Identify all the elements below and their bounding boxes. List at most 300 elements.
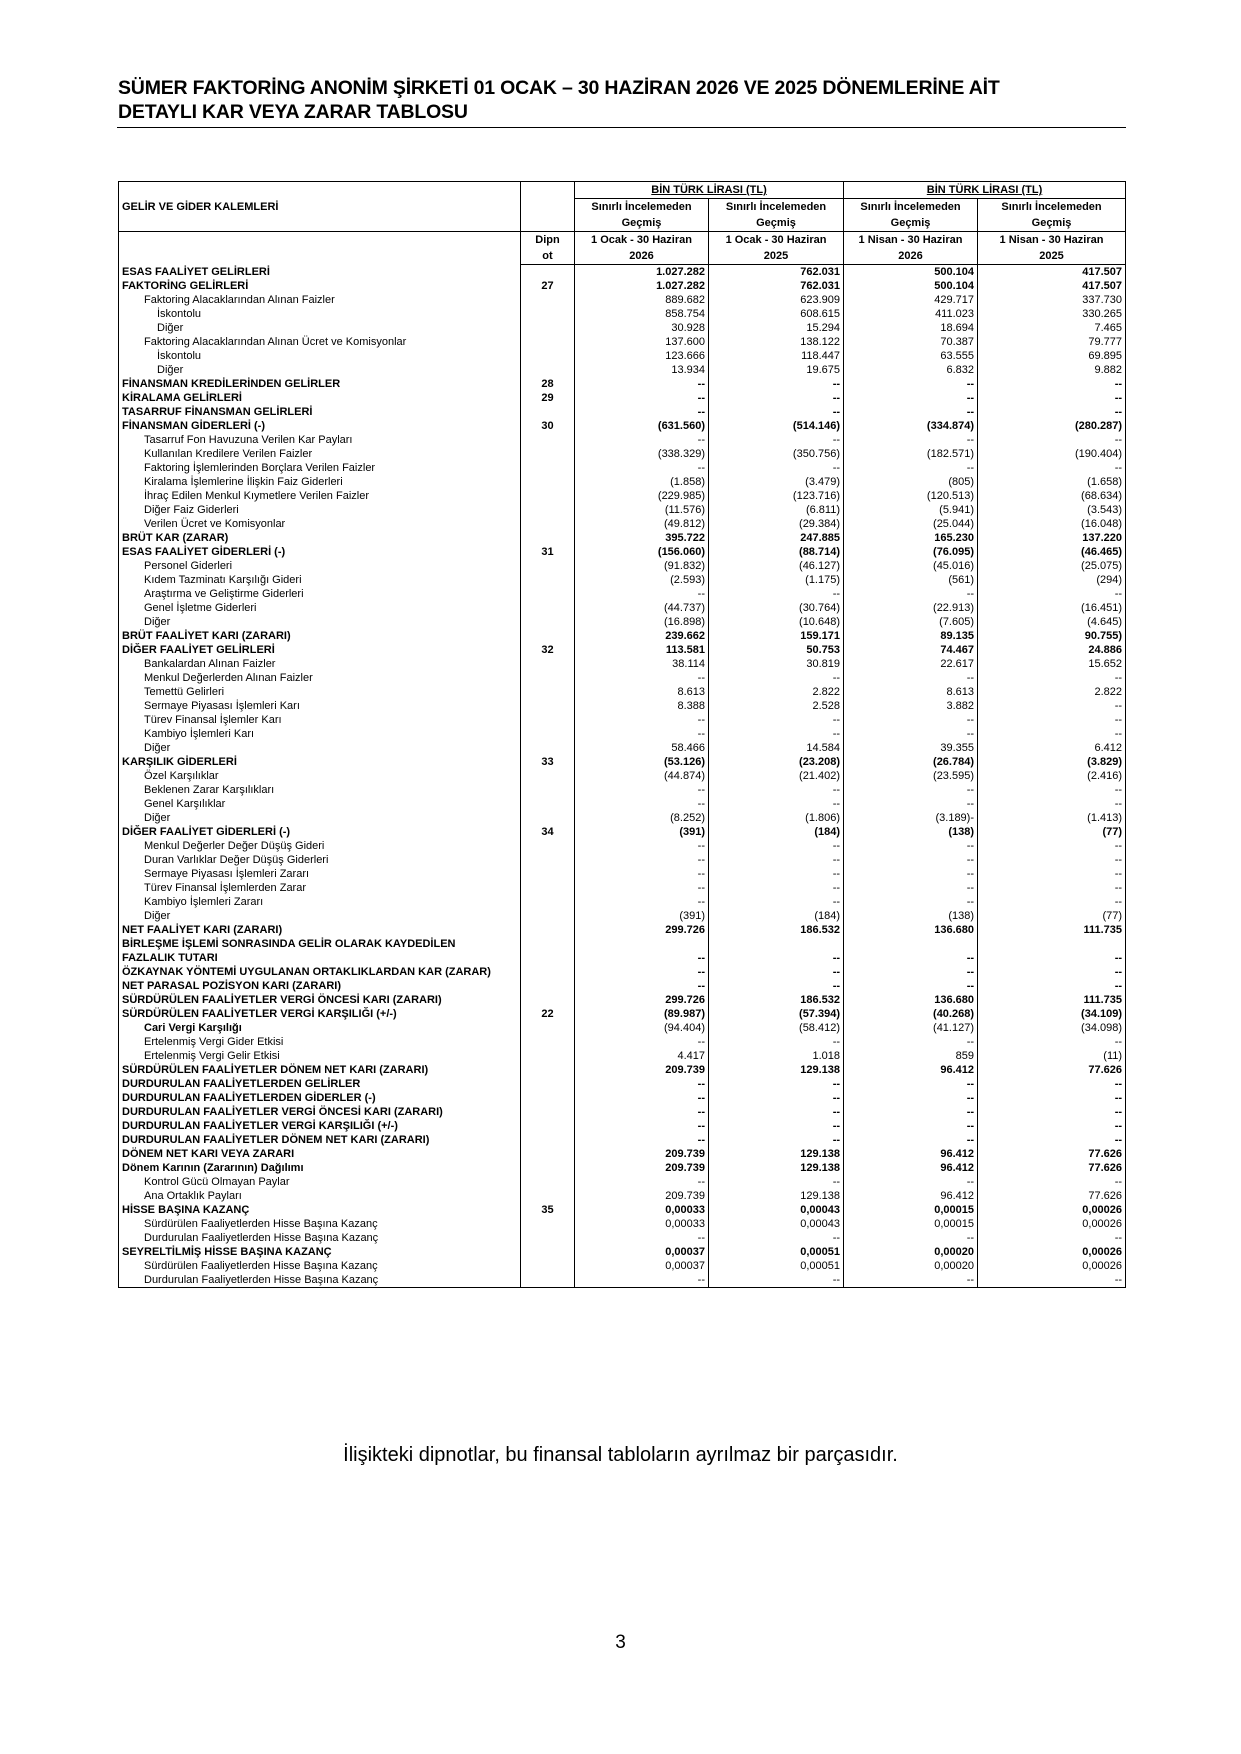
row-label — [119, 349, 521, 363]
row-value-col-2: 129.138 — [709, 1189, 844, 1203]
row-label-text: BİRLEŞME İŞLEMİ SONRASINDA GELİR OLARAK KAYDEDİLEN — [122, 938, 456, 950]
row-value-col-1: 113.581 — [575, 643, 709, 657]
row-value-col-3: 6.832 — [844, 363, 978, 377]
period-header-3: 1 Nisan - 30 Haziran — [844, 232, 978, 249]
row-value-col-3: 96.412 — [844, 1147, 978, 1161]
passed-header-4: Geçmiş — [978, 215, 1126, 232]
row-label-text: İhraç Edilen Menkul Kıymetlere Verilen Faizler — [144, 490, 369, 502]
row-value-col-1: 299.726 — [575, 923, 709, 937]
row-value-col-1: 8.613 — [575, 685, 709, 699]
row-value-col-2: (57.394) — [709, 1007, 844, 1021]
row-value-col-2: 0,00043 — [709, 1203, 844, 1217]
table-row — [119, 783, 1126, 797]
row-note-ref — [521, 489, 575, 503]
row-label-text: Diğer — [144, 910, 171, 922]
row-value-col-2: (58.412) — [709, 1021, 844, 1035]
row-label — [119, 741, 521, 755]
row-value-col-4: -- — [978, 1273, 1126, 1288]
row-note-ref — [521, 853, 575, 867]
row-value-col-1: -- — [575, 783, 709, 797]
table-row — [119, 895, 1126, 909]
row-label — [119, 699, 521, 713]
table-row — [119, 349, 1126, 363]
row-label — [119, 853, 521, 867]
row-value-col-3: -- — [844, 1231, 978, 1245]
table-row — [119, 629, 1126, 643]
row-value-col-3: -- — [844, 853, 978, 867]
row-value-col-1: -- — [575, 1133, 709, 1147]
row-value-col-1: 13.934 — [575, 363, 709, 377]
row-value-col-4: (11) — [978, 1049, 1126, 1063]
row-value-col-3: -- — [844, 979, 978, 993]
row-note-ref: 27 — [521, 279, 575, 293]
row-label — [119, 517, 521, 531]
row-value-col-4: -- — [978, 979, 1126, 993]
row-value-col-1: -- — [575, 433, 709, 447]
row-label-text: ESAS FAALİYET GİDERLERİ (-) — [122, 546, 286, 558]
row-value-col-4: -- — [978, 713, 1126, 727]
row-value-col-1: 38.114 — [575, 657, 709, 671]
row-label-text: Verilen Ücret ve Komisyonlar — [144, 518, 286, 530]
row-value-col-4: (4.645) — [978, 615, 1126, 629]
row-value-col-4: -- — [978, 839, 1126, 853]
row-label — [119, 601, 521, 615]
row-value-col-2: 118.447 — [709, 349, 844, 363]
row-value-col-3: 8.613 — [844, 685, 978, 699]
row-note-ref — [521, 699, 575, 713]
row-value-col-3: (182.571) — [844, 447, 978, 461]
table-row — [119, 965, 1126, 979]
row-value-col-4: -- — [978, 727, 1126, 741]
row-value-col-4: -- — [978, 391, 1126, 405]
row-value-col-3: 22.617 — [844, 657, 978, 671]
row-value-col-4: 0,00026 — [978, 1217, 1126, 1231]
row-value-col-2: -- — [709, 727, 844, 741]
row-value-col-3: -- — [844, 867, 978, 881]
row-value-col-2: (184) — [709, 825, 844, 839]
row-value-col-4: (46.465) — [978, 545, 1126, 559]
footnote-statement: İlişikteki dipnotlar, bu finansal tabloların ayrılmaz bir parçasıdır. — [343, 1444, 898, 1466]
table-row — [119, 1119, 1126, 1133]
row-value-col-1: -- — [575, 1035, 709, 1049]
row-value-col-4: 0,00026 — [978, 1203, 1126, 1217]
row-value-col-4: -- — [978, 1091, 1126, 1105]
row-note-ref — [521, 867, 575, 881]
row-value-col-3: 500.104 — [844, 279, 978, 293]
row-value-col-3: 0,00015 — [844, 1217, 978, 1231]
row-label — [119, 1035, 521, 1049]
row-value-col-1: (49.812) — [575, 517, 709, 531]
table-row — [119, 307, 1126, 321]
row-value-col-3: (22.913) — [844, 601, 978, 615]
table-row — [119, 1231, 1126, 1245]
row-label — [119, 769, 521, 783]
row-note-ref — [521, 1217, 575, 1231]
year-header-4: 2025 — [978, 248, 1126, 265]
row-note-ref — [521, 741, 575, 755]
row-value-col-4: 417.507 — [978, 265, 1126, 280]
row-label — [119, 1161, 521, 1175]
row-label-text: DİĞER FAALİYET GİDERLERİ (-) — [122, 826, 291, 838]
row-label-text: SEYRELTİLMİŞ HİSSE BAŞINA KAZANÇ — [122, 1246, 332, 1258]
row-note-ref — [521, 1133, 575, 1147]
row-value-col-2: -- — [709, 965, 844, 979]
table-row — [119, 1273, 1126, 1288]
row-value-col-1: -- — [575, 979, 709, 993]
row-label-text: İskontolu — [157, 350, 202, 362]
row-note-ref — [521, 559, 575, 573]
row-label — [119, 391, 521, 405]
row-note-ref — [521, 671, 575, 685]
row-value-col-3: -- — [844, 1175, 978, 1189]
row-value-col-1: -- — [575, 797, 709, 811]
row-value-col-2: 1.018 — [709, 1049, 844, 1063]
row-note-ref — [521, 1035, 575, 1049]
row-value-col-2: -- — [709, 1273, 844, 1288]
row-value-col-3: 500.104 — [844, 265, 978, 280]
row-value-col-1: -- — [575, 671, 709, 685]
table-row — [119, 937, 1126, 965]
row-value-col-2: -- — [709, 671, 844, 685]
row-note-ref — [521, 1077, 575, 1091]
row-value-col-4: (77) — [978, 825, 1126, 839]
row-value-col-2: -- — [709, 1231, 844, 1245]
row-value-col-1: 1.027.282 — [575, 265, 709, 280]
table-row — [119, 1063, 1126, 1077]
row-note-ref — [521, 1105, 575, 1119]
row-note-ref — [521, 1091, 575, 1105]
table-row — [119, 265, 1126, 280]
row-value-col-2: (23.208) — [709, 755, 844, 769]
row-value-col-3: (25.044) — [844, 517, 978, 531]
row-note-ref — [521, 727, 575, 741]
row-value-col-4: -- — [978, 1077, 1126, 1091]
row-value-col-2: (350.756) — [709, 447, 844, 461]
table-row — [119, 419, 1126, 433]
row-note-ref: 28 — [521, 377, 575, 391]
items-column-blank — [119, 232, 521, 265]
row-value-col-2: 138.122 — [709, 335, 844, 349]
row-label-text: Menkul Değerlerden Alınan Faizler — [144, 672, 313, 684]
row-value-col-3: 89.135 — [844, 629, 978, 643]
table-row — [119, 531, 1126, 545]
row-value-col-4: -- — [978, 587, 1126, 601]
row-value-col-4: -- — [978, 1231, 1126, 1245]
row-label-text: Durdurulan Faaliyetlerden Hisse Başına Kazanç — [144, 1274, 379, 1286]
row-label-text: Sürdürülen Faaliyetlerden Hisse Başına Kazanç — [144, 1260, 378, 1272]
row-note-ref — [521, 1119, 575, 1133]
row-value-col-2: (29.384) — [709, 517, 844, 531]
row-label — [119, 1119, 521, 1133]
row-note-ref — [521, 1049, 575, 1063]
row-label-text: Ertelenmiş Vergi Gider Etkisi — [144, 1036, 284, 1048]
row-value-col-1: (94.404) — [575, 1021, 709, 1035]
row-label-text: DURDURULAN FAALİYETLERDEN GELİRLER — [122, 1078, 361, 1090]
row-value-col-2: -- — [709, 937, 844, 965]
row-note-ref — [521, 335, 575, 349]
row-value-col-1: 58.466 — [575, 741, 709, 755]
row-value-col-3: -- — [844, 1119, 978, 1133]
row-label-text: Faktoring İşlemlerinden Borçlara Verilen Faizler — [144, 462, 376, 474]
row-label-text: Türev Finansal İşlemler Karı — [144, 714, 282, 726]
row-label — [119, 867, 521, 881]
row-label — [119, 321, 521, 335]
row-value-col-3: 0,00020 — [844, 1245, 978, 1259]
review-header-3: Sınırlı İncelemeden — [844, 199, 978, 216]
row-value-col-3: -- — [844, 1273, 978, 1288]
row-label-text: Bankalardan Alınan Faizler — [144, 658, 276, 670]
row-note-ref — [521, 923, 575, 937]
row-label-text: FİNANSMAN KREDİLERİNDEN GELİRLER — [122, 378, 341, 390]
row-note-ref — [521, 1175, 575, 1189]
row-value-col-3: -- — [844, 433, 978, 447]
income-statement-table — [118, 181, 1126, 1288]
row-value-col-3: (138) — [844, 825, 978, 839]
row-value-col-4: (1.658) — [978, 475, 1126, 489]
row-value-col-4: (294) — [978, 573, 1126, 587]
row-value-col-1: (44.874) — [575, 769, 709, 783]
row-value-col-4: 69.895 — [978, 349, 1126, 363]
row-label-text: DURDURULAN FAALİYETLER VERGİ KARŞILIĞI (+/-) — [122, 1120, 398, 1132]
row-value-col-3: 96.412 — [844, 1063, 978, 1077]
row-value-col-4: -- — [978, 867, 1126, 881]
row-note-ref — [521, 909, 575, 923]
table-row — [119, 363, 1126, 377]
row-value-col-2: 0,00051 — [709, 1259, 844, 1273]
row-value-col-1: -- — [575, 587, 709, 601]
row-label — [119, 503, 521, 517]
row-value-col-1: 0,00033 — [575, 1217, 709, 1231]
row-label — [119, 713, 521, 727]
row-value-col-3: (40.268) — [844, 1007, 978, 1021]
row-label-text: KARŞILIK GİDERLERİ — [122, 756, 237, 768]
table-row — [119, 1189, 1126, 1203]
row-note-ref — [521, 1273, 575, 1288]
row-label-text: SÜRDÜRÜLEN FAALİYETLER VERGİ KARŞILIĞI (+/-) — [122, 1008, 397, 1020]
row-value-col-4: 6.412 — [978, 741, 1126, 755]
row-label — [119, 461, 521, 475]
row-value-col-1: -- — [575, 727, 709, 741]
row-value-col-3: -- — [844, 1091, 978, 1105]
row-label-text: BRÜT KAR (ZARAR) — [122, 532, 229, 544]
table-row — [119, 279, 1126, 293]
table-row — [119, 741, 1126, 755]
row-note-ref — [521, 265, 575, 280]
row-label — [119, 307, 521, 321]
currency-header-1-text: BİN TÜRK LİRASI (TL) — [651, 184, 767, 196]
row-value-col-4: (280.287) — [978, 419, 1126, 433]
row-value-col-3: (41.127) — [844, 1021, 978, 1035]
row-note-ref — [521, 349, 575, 363]
table-row — [119, 461, 1126, 475]
row-value-col-4: -- — [978, 433, 1126, 447]
row-value-col-3: -- — [844, 671, 978, 685]
row-note-ref — [521, 615, 575, 629]
review-header-2: Sınırlı İncelemeden — [709, 199, 844, 216]
row-value-col-1: (631.560) — [575, 419, 709, 433]
row-value-col-4: (34.098) — [978, 1021, 1126, 1035]
row-note-ref: 34 — [521, 825, 575, 839]
row-label-text: DÖNEM NET KARI VEYA ZARARI — [122, 1148, 295, 1160]
period-header-4: 1 Nisan - 30 Haziran — [978, 232, 1126, 249]
row-value-col-4: -- — [978, 881, 1126, 895]
table-row — [119, 517, 1126, 531]
row-value-col-4: 77.626 — [978, 1147, 1126, 1161]
table-row — [119, 293, 1126, 307]
table-row — [119, 1245, 1126, 1259]
row-label — [119, 1273, 521, 1288]
row-label — [119, 965, 521, 979]
row-note-ref: 32 — [521, 643, 575, 657]
row-value-col-2: 762.031 — [709, 265, 844, 280]
row-value-col-4: -- — [978, 895, 1126, 909]
row-label-text: Kıdem Tazminatı Karşılığı Gideri — [144, 574, 302, 586]
row-value-col-2: (6.811) — [709, 503, 844, 517]
row-label-text: KİRALAMA GELİRLERİ — [122, 392, 242, 404]
row-value-col-3: (138) — [844, 909, 978, 923]
row-value-col-3: -- — [844, 1035, 978, 1049]
row-value-col-3: -- — [844, 797, 978, 811]
table-row — [119, 643, 1126, 657]
row-value-col-1: -- — [575, 839, 709, 853]
table-row — [119, 489, 1126, 503]
row-value-col-1: -- — [575, 461, 709, 475]
row-label-text: Kontrol Gücü Olmayan Paylar — [144, 1176, 290, 1188]
row-value-col-2: -- — [709, 867, 844, 881]
row-note-ref — [521, 1231, 575, 1245]
row-label-text: Diğer — [157, 364, 184, 376]
table-row — [119, 839, 1126, 853]
row-note-ref: 30 — [521, 419, 575, 433]
row-label-text: Diğer — [157, 322, 184, 334]
row-value-col-1: 1.027.282 — [575, 279, 709, 293]
row-value-col-1: -- — [575, 895, 709, 909]
row-note-ref — [521, 601, 575, 615]
row-note-ref — [521, 895, 575, 909]
row-label — [119, 797, 521, 811]
row-value-col-2: -- — [709, 1175, 844, 1189]
row-value-col-1: 4.417 — [575, 1049, 709, 1063]
row-note-ref: 35 — [521, 1203, 575, 1217]
row-value-col-3: 96.412 — [844, 1189, 978, 1203]
row-value-col-4: 7.465 — [978, 321, 1126, 335]
row-note-ref — [521, 461, 575, 475]
row-label-text: Sermaye Piyasası İşlemleri Zararı — [144, 868, 310, 880]
table-row — [119, 909, 1126, 923]
row-value-col-1: 123.666 — [575, 349, 709, 363]
row-label-text: Tasarruf Fon Havuzuna Verilen Kar Payları — [144, 434, 353, 446]
row-value-col-1: (16.898) — [575, 615, 709, 629]
row-note-ref — [521, 307, 575, 321]
row-label-text: Sermaye Piyasası İşlemleri Karı — [144, 700, 300, 712]
row-value-col-3: (76.095) — [844, 545, 978, 559]
row-note-ref — [521, 363, 575, 377]
row-value-col-2: -- — [709, 895, 844, 909]
row-value-col-4: 0,00026 — [978, 1259, 1126, 1273]
row-label — [119, 1203, 521, 1217]
row-label-text: Kambiyo İşlemleri Zararı — [144, 896, 264, 908]
row-value-col-3: -- — [844, 839, 978, 853]
year-header-2: 2025 — [709, 248, 844, 265]
row-label — [119, 1007, 521, 1021]
row-label-text: NET FAALİYET KARI (ZARARI) — [122, 924, 283, 936]
table-row — [119, 811, 1126, 825]
row-value-col-2: 129.138 — [709, 1147, 844, 1161]
row-value-col-4: 111.735 — [978, 993, 1126, 1007]
row-label — [119, 909, 521, 923]
row-value-col-2: 623.909 — [709, 293, 844, 307]
row-value-col-2: -- — [709, 1035, 844, 1049]
row-value-col-4: -- — [978, 1035, 1126, 1049]
note-column-header-2: ot — [521, 248, 575, 265]
table-row — [119, 671, 1126, 685]
row-label — [119, 1175, 521, 1189]
row-value-col-3: (7.605) — [844, 615, 978, 629]
row-value-col-4: (77) — [978, 909, 1126, 923]
table-row — [119, 881, 1126, 895]
row-value-col-4: 137.220 — [978, 531, 1126, 545]
row-value-col-2: (184) — [709, 909, 844, 923]
row-value-col-1: (44.737) — [575, 601, 709, 615]
table-row — [119, 699, 1126, 713]
row-note-ref — [521, 769, 575, 783]
row-value-col-3: -- — [844, 377, 978, 391]
row-value-col-3: -- — [844, 1133, 978, 1147]
row-value-col-3: -- — [844, 1077, 978, 1091]
row-value-col-3: 18.694 — [844, 321, 978, 335]
row-label-text: ÖZKAYNAK YÖNTEMİ UYGULANAN ORTAKLIKLARDAN KAR (ZARAR) — [122, 966, 491, 978]
row-value-col-1: (1.858) — [575, 475, 709, 489]
table-row — [119, 545, 1126, 559]
table-row — [119, 1091, 1126, 1105]
row-note-ref — [521, 1147, 575, 1161]
row-value-col-3: -- — [844, 1105, 978, 1119]
table-row — [119, 1259, 1126, 1273]
row-label — [119, 1077, 521, 1091]
row-label — [119, 489, 521, 503]
row-value-col-2: -- — [709, 1077, 844, 1091]
row-label — [119, 979, 521, 993]
table-row — [119, 1175, 1126, 1189]
row-value-col-2: -- — [709, 391, 844, 405]
row-value-col-1: -- — [575, 1273, 709, 1288]
currency-header-2-text: BİN TÜRK LİRASI (TL) — [926, 184, 1043, 196]
row-value-col-1: 137.600 — [575, 335, 709, 349]
row-label — [119, 881, 521, 895]
row-note-ref — [521, 447, 575, 461]
row-value-col-3: 165.230 — [844, 531, 978, 545]
row-note-ref — [521, 685, 575, 699]
title-line-1: SÜMER FAKTORİNG ANONİM ŞİRKETİ 01 OCAK – 30 HAZİRAN 2026 VE 2025 DÖNEMLERİNE AİT — [118, 77, 1000, 99]
row-note-ref: 22 — [521, 1007, 575, 1021]
row-label — [119, 1133, 521, 1147]
row-value-col-1: -- — [575, 377, 709, 391]
row-label — [119, 363, 521, 377]
row-value-col-4: -- — [978, 937, 1126, 965]
row-value-col-3: 136.680 — [844, 923, 978, 937]
row-note-ref — [521, 937, 575, 965]
row-label — [119, 643, 521, 657]
row-label — [119, 1105, 521, 1119]
row-value-col-1: -- — [575, 1119, 709, 1133]
items-column-header: GELİR VE GİDER KALEMLERİ — [119, 182, 521, 232]
row-value-col-2: -- — [709, 839, 844, 853]
row-note-ref — [521, 1021, 575, 1035]
row-value-col-2: -- — [709, 979, 844, 993]
table-row — [119, 321, 1126, 335]
row-value-col-2: 14.584 — [709, 741, 844, 755]
row-value-col-4: -- — [978, 965, 1126, 979]
